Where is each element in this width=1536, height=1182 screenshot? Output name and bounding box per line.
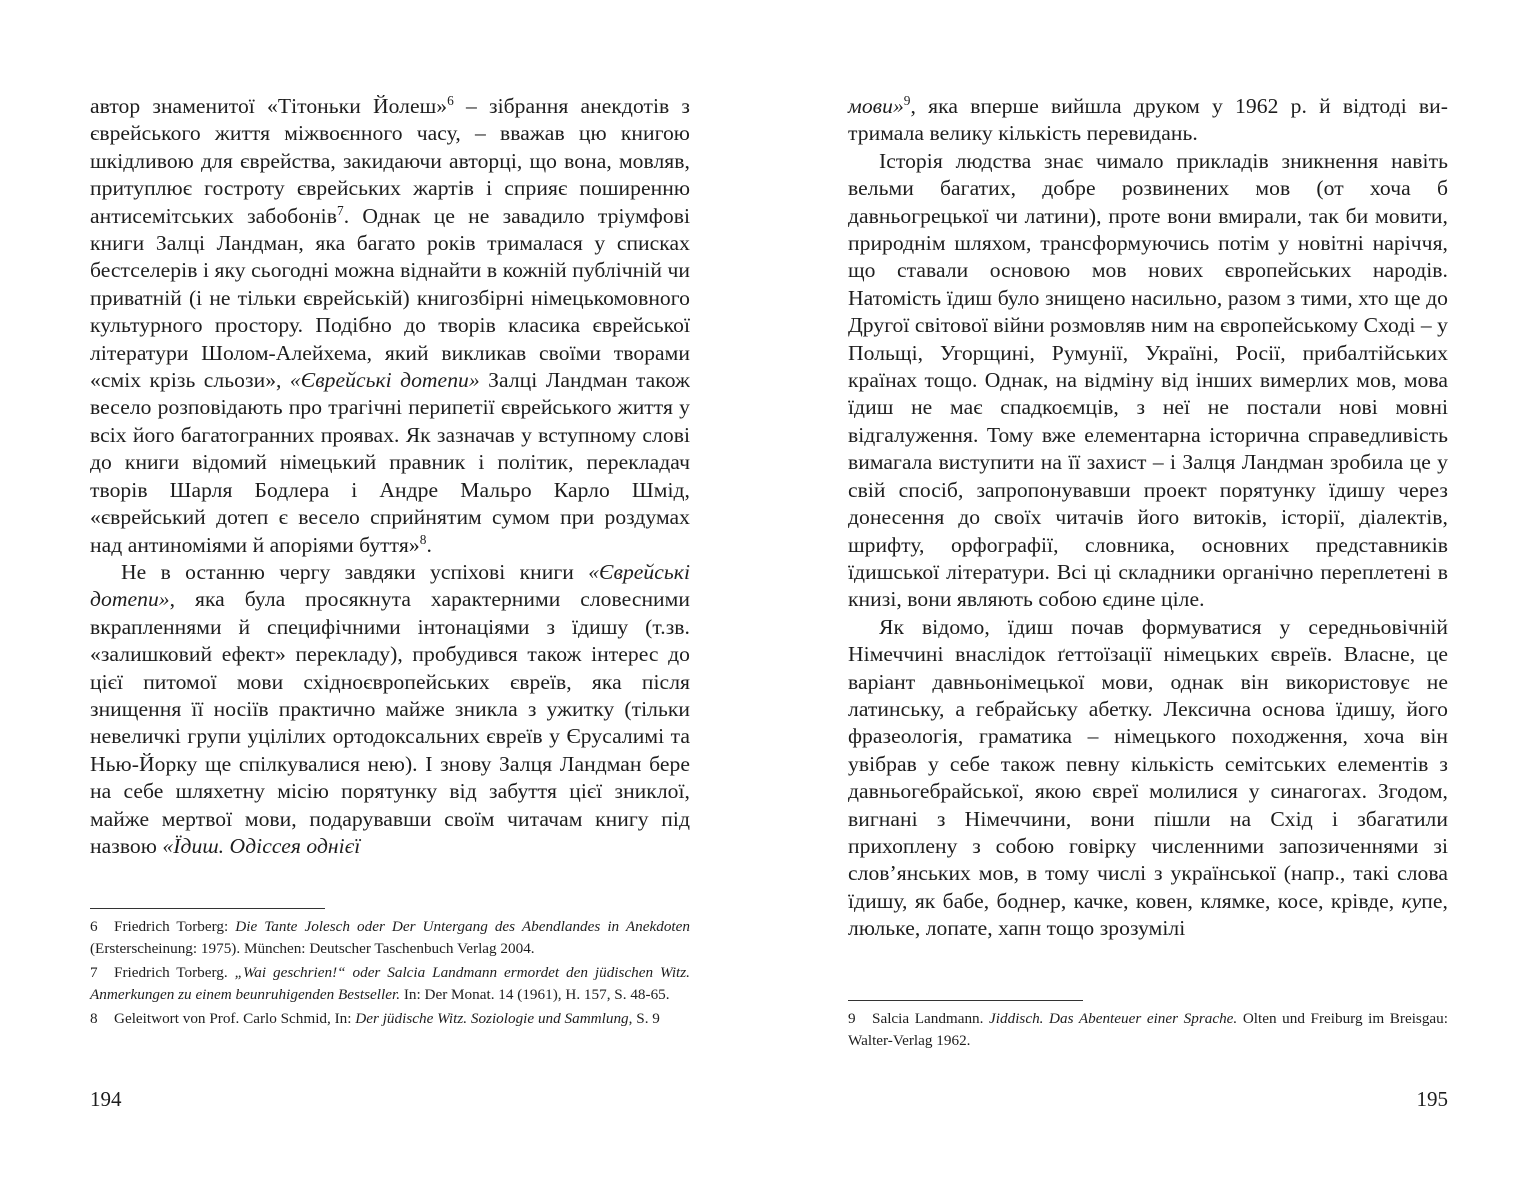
paragraph xyxy=(90,93,690,559)
left-page xyxy=(90,93,690,1123)
footnote-number: 7 xyxy=(90,964,98,981)
footnote-divider xyxy=(848,1000,1083,1001)
footnote-text xyxy=(114,1010,660,1027)
page-number: 195 xyxy=(1416,1087,1448,1111)
footnote-text xyxy=(848,1010,1448,1049)
footnote-reference: 9 xyxy=(903,92,911,108)
footnotes xyxy=(848,1008,1448,1054)
italic-text: ку xyxy=(1401,888,1422,913)
left-page-body xyxy=(90,93,690,860)
footnote-7 xyxy=(90,962,690,1006)
text-run: In: Der Monat. 14 (1961), H. 157, S. 48-65. xyxy=(400,986,670,1003)
text-run: Geleitwort von Prof. Carlo Schmid, In: xyxy=(114,1010,356,1027)
footnote-number: 8 xyxy=(90,1010,98,1027)
italic-text: Der jüdische Witz. Soziologie und Sammlung xyxy=(355,1010,629,1027)
text-run: Залці Ландман також весело розповідають про трагічні перипетії єврейського життя у всіх його багатогранних проявах. Як зазначав у вступному слові до книги відомий німецький правник і політик, перекладач творів Шарля Бодлера і Андре Мальро Карло Шмід, «єврейський дотеп є весело сприйнятим сумом при роздумах над антиноміями й апоріями буття» xyxy=(90,368,690,557)
footnote-reference: 6 xyxy=(447,92,454,108)
footnotes xyxy=(90,916,690,1032)
footnote-text xyxy=(90,918,690,957)
text-run: Friedrich Torberg: xyxy=(114,918,236,935)
page-number: 194 xyxy=(90,1087,122,1111)
text-run: Salcia Landmann. xyxy=(872,1010,990,1027)
italic-text: Jiddisch. Das Abenteuer einer Sprache. xyxy=(989,1010,1238,1027)
text-run: пе, люльке, лопате, хапн тощо зрозумілі xyxy=(848,888,1448,941)
footnote-number: 6 xyxy=(90,918,98,935)
right-page xyxy=(848,93,1448,1123)
paragraph xyxy=(848,148,1448,614)
footnote-reference: 7 xyxy=(336,202,344,218)
italic-text: «Їдиш. Одіссея однієї xyxy=(162,833,361,858)
footnote-text xyxy=(90,964,690,1003)
text-run: Як відомо, їдиш почав формуватися у середньовічній Німеччині внаслідок ґеттоїзації німецьких євреїв. Власне, це варіант давньонімецької мови, однак він використовує не латинську, а гебрайську абетку. Лексична основа їдишу, його фразеологія, граматика – німецького походження, хоча він увібрав у себе також певну кількість семітських елементів з давньогебрайської, якою євреї молилися у синагогах. Згодом, вигнані з Німеччини, вони пішли на Схід і збагатили прихоплену з собою говірку численними запозиченнями зі слов’янських мов, в тому числі з української (напр., такі слова їдишу, як бабе, боднер, качке, ковен, клямке, косе, крівде, xyxy=(848,614,1448,913)
text-run: Friedrich Torberg. xyxy=(114,964,235,981)
text-run: Не в останню чергу завдяки успіхові книги xyxy=(121,559,589,584)
italic-text: „Wai geschrien!“ oder Salcia Landmann ermordet den jüdischen Witz. Anmerkungen zu einem beunruhigenden Bestseller. xyxy=(90,964,690,1003)
text-run: , яка вперше вийшла друком у 1962 р. й відтоді витримала велику кількість перевидань. xyxy=(848,94,1448,146)
footnote-6 xyxy=(90,916,690,960)
right-page-body xyxy=(848,93,1448,943)
italic-text: «Єврейські дотепи» xyxy=(289,368,480,393)
footnote-9 xyxy=(848,1008,1448,1052)
footnote-number: 9 xyxy=(848,1010,856,1027)
text-run: Olten und Freiburg im Breisgau: Walter-Verlag 1962. xyxy=(848,1010,1448,1049)
text-run: Історія людства знає чимало прикладів зникнення навіть вельми багатих, добре розвинених мов (от хоча б давньогрецької чи латини), проте вони вмирали, так би мовити, природнім шляхом, трансформуючись потім у новітні наріччя, що ставали основою мов нових європейських народів. Натомість їдиш було знищено насильно, разом з тими, хто ще до Другої світової війни розмовляв ним на європейському Сході – у Польщі, Угорщині, Румунії, Україні, Росії, прибалтійських країнах тощо. Однак, на відміну від інших вимерлих мов, мова їдиш не має спадкоємців, з неї не постали нові мовні відгалуження. Тому вже елементарна історична справедливість вимагала виступити на її захист – і Залця Ландман зробила це у свій спосіб, запропонувавши проект порятунку їдишу через донесення до своїх читачів його витоків, історії, діалектів, шрифту, орфографії, словника, основних представників їдишської літератури. Всі ці складники органічно переплетені в книзі, вони являють собою єдине ціле. xyxy=(848,148,1448,612)
paragraph xyxy=(848,93,1448,148)
italic-text: мови» xyxy=(848,94,904,118)
paragraph xyxy=(90,559,690,860)
footnote-reference: 8 xyxy=(419,531,427,547)
italic-text: «Єврейські дотепи» xyxy=(90,559,690,612)
text-run: (Ersterscheinung: 1975). München: Deutscher Taschenbuch Verlag 2004. xyxy=(90,940,535,957)
italic-text: Die Tante Jolesch oder Der Untergang des Abendlandes in Anekdoten xyxy=(235,918,690,935)
footnote-8 xyxy=(90,1008,690,1030)
text-run: . xyxy=(426,532,432,557)
text-run: , яка була просякнута характерними словесними вкрапленнями й специфічними інтонаціями з їдишу (т.зв. «залишковий ефект» перекладу), пробудився також інтерес до цієї питомої мови східноєвропейських євреїв, яка після знищення її носіїв практично майже зникла з ужитку (тільки невеличкі групи уцілілих ортодоксальних євреїв у Єрусалимі та Нью-Йорку ще спілкувалися нею). І знову Залця Ландман бере на себе шляхетну місію порятунку від забуття цієї зниклої, майже мертвої мови, подарувавши своїм читачам книгу під назвою xyxy=(90,587,690,858)
text-run: – зібрання анекдотів з єврейського життя міжвоєнного часу, – вважав цю книгою шкідливою для єврейства, закидаючи авторці, що вона, мовляв, притуплює гостроту єврейських жартів і сприяє поширенню антисемітських забобонів xyxy=(90,94,691,228)
paragraph xyxy=(848,614,1448,943)
footnote-divider xyxy=(90,908,325,909)
text-run: , S. 9 xyxy=(628,1010,660,1027)
text-run: . Однак це не завадило тріумфові книги Залці Ландман, яка багато років трималася у списках бестселерів і яку сьогодні можна віднайти в кожній публічній чи приватній (і не тільки єврейській) книгозбірні німецькомовного культурного простору. Подібно до творів класика єврейської літератури Шолом-Алейхема, який викликав своїми творами «сміх крізь сльози», xyxy=(90,203,690,393)
text-run: автор знаменитої «Тітоньки Йолеш» xyxy=(90,94,448,118)
